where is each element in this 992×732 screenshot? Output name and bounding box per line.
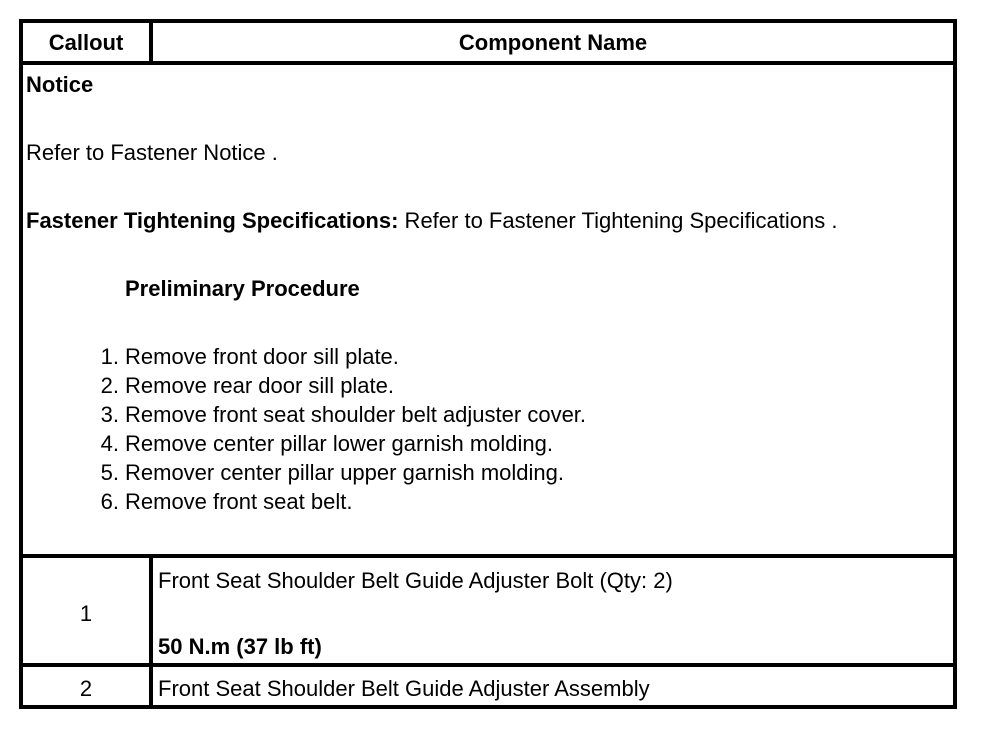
step-text: Remove rear door sill plate. [125,373,395,398]
step-text: Remove front seat shoulder belt adjuster cover. [125,402,587,427]
tightening-spec-text: Refer to Fastener Tightening Specifications . [398,208,838,233]
torque-spec: 50 N.m (37 lb ft) [158,634,322,659]
step-number: 4. [100,431,119,456]
header-divider [23,61,953,65]
step-text: Remover center pillar upper garnish molding. [125,460,564,485]
tightening-spec-label: Fastener Tightening Specifications: [26,208,399,233]
callout-number: 2 [79,676,93,701]
callout-number: 1 [79,601,93,626]
component-name-column-header: Component Name [458,30,648,55]
callout-column-header: Callout [48,30,124,55]
header-column-divider [149,23,153,61]
component-table [19,19,957,709]
row-divider [23,663,953,667]
step-number: 5. [100,460,119,485]
component-name: Front Seat Shoulder Belt Guide Adjuster Assembly [158,676,650,701]
notice-divider [23,554,953,558]
procedure-title: Preliminary Procedure [125,276,360,301]
rows-column-divider [149,554,153,709]
notice-title: Notice [26,72,94,97]
step-number: 2. [100,373,119,398]
step-text: Remove center pillar lower garnish molding. [125,431,553,456]
step-number: 6. [100,489,119,514]
tightening-spec-line [26,209,837,233]
step-number: 3. [100,402,119,427]
step-text: Remove front seat belt. [125,489,353,514]
notice-text: Refer to Fastener Notice . [26,140,278,165]
component-name: Front Seat Shoulder Belt Guide Adjuster Bolt (Qty: 2) [158,568,673,593]
step-text: Remove front door sill plate. [125,344,399,369]
step-number: 1. [100,344,119,369]
